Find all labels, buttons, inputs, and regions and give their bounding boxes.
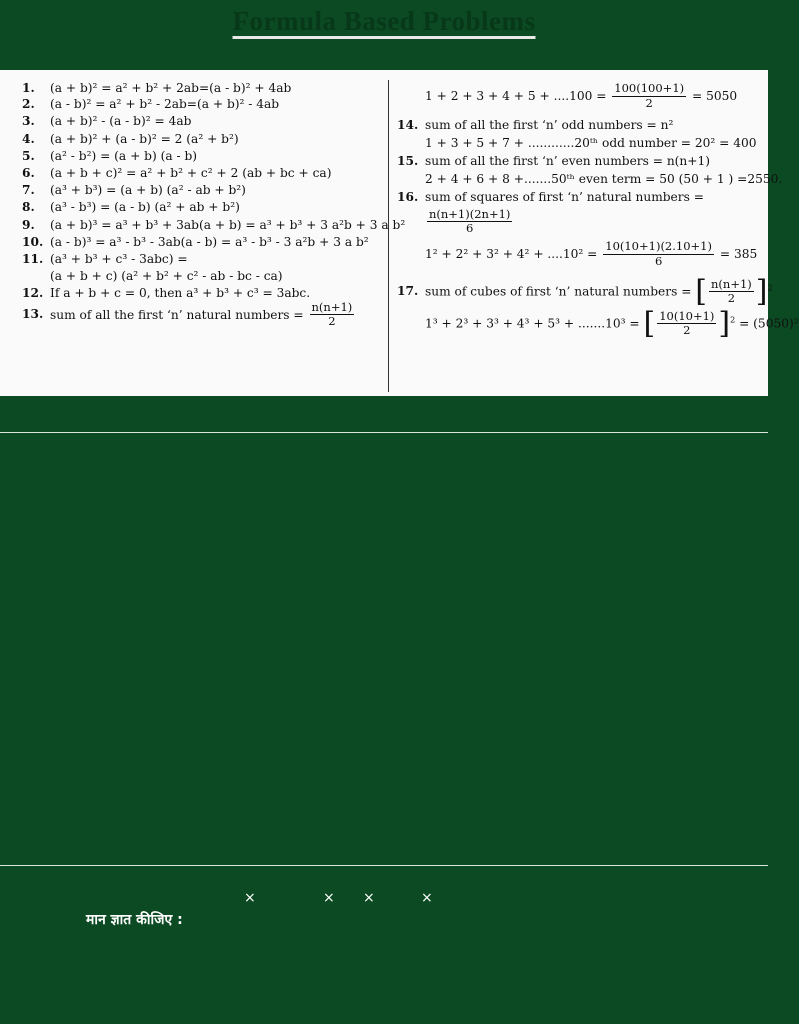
formula-10: 10. (a - b)³ = a³ - b³ - 3ab(a - b) = a³ - b³ - 3 a²b + 3 a b² — [22, 234, 369, 249]
odd-example: 1 + 3 + 5 + 7 + ............20ᵗʰ odd number = 20² = 400 — [425, 135, 757, 150]
formula-16-fraction — [425, 208, 785, 237]
formula-5: 5. (a² - b²) = (a + b) (a - b) — [22, 148, 198, 163]
formula-4: 4. (a + b)² + (a - b)² = 2 (a² + b²) — [22, 131, 239, 146]
fraction: $\frac{n(n+1)(2n+1)}{6}$ — [429, 206, 511, 236]
formula-15: 15. sum of all the first ‘n’ even numbers = n(n+1) — [397, 154, 710, 168]
formula-6: 6. (a + b + c)² = a² + b² + c² + 2 (ab + bc + ca) — [22, 166, 332, 181]
cubes-example: 1³ + 2³ + 3³ + 4³ + 5³ + .......10³ = [ $\frac{10(10+1)}{2}$ ]$^2$ = (5050)² — [425, 305, 799, 341]
formula-2: 2. (a - b)² = a² + b² - 2ab=(a + b)² - 4ab — [22, 97, 280, 112]
column-divider — [388, 80, 389, 392]
multiply-sign: × — [363, 890, 375, 906]
even-example: 2 + 4 + 6 + 8 +.......50ᵗʰ even term = 50 (50 + 1 ) =2550. — [425, 172, 783, 187]
multiply-sign: × — [244, 890, 256, 906]
formula-11-cont: (a + b + c) (a² + b² + c² - ab - bc - ca) — [50, 269, 283, 284]
sum-example-100: 1 + 2 + 3 + 4 + 5 + ....100 = $\frac{100(100+1)}{2}$ = 5050 — [425, 81, 738, 110]
question-prompt: मान ज्ञात कीजिए : — [86, 912, 183, 928]
formula-11: 11. (a³ + b³ + c³ - 3abc) = — [22, 252, 188, 267]
fraction: $\frac{n(n+1)}{2}$ — [311, 299, 353, 329]
fraction: $\frac{10(10+1)}{2}$ — [659, 308, 715, 338]
fraction: $\frac{100(100+1)}{2}$ — [614, 81, 685, 110]
divider-line — [0, 432, 768, 433]
formula-13: 13. sum of all the first ‘n’ natural numbers = $\frac{n(n+1)}{2}$ — [22, 299, 353, 329]
formula-12: 12. If a + b + c = 0, then a³ + b³ + c³ = 3abc. — [22, 286, 311, 301]
right-column — [397, 81, 799, 341]
formula-17: 17. sum of cubes of first ‘n’ natural numbers = [ $\frac{n(n+1)}{2}$ ]$^2$ — [397, 273, 773, 309]
fraction: $\frac{10(10+1)(2.10+1)}{6}$ — [605, 239, 712, 268]
left-column — [22, 81, 406, 329]
multiply-sign: × — [421, 890, 433, 906]
fraction: $\frac{n(n+1)}{2}$ — [711, 276, 752, 306]
formula-8: 8. (a³ - b³) = (a - b) (a² + ab + b²) — [22, 200, 240, 215]
formula-16: 16. sum of squares of first ‘n’ natural numbers = — [397, 190, 704, 205]
multiply-sign: × — [323, 890, 335, 906]
formula-7: 7. (a³ + b³) = (a + b) (a² - ab + b²) — [22, 183, 246, 198]
page-title: Formula Based Problems — [232, 6, 536, 36]
formula-9: 9. (a + b)³ = a³ + b³ + 3ab(a + b) = a³ + b³ + 3 a²b + 3 a b² — [22, 217, 406, 232]
divider-line — [0, 865, 768, 866]
formula-3: 3. (a + b)² - (a - b)² = 4ab — [22, 114, 192, 129]
formula-1: 1. (a + b)² = a² + b² + 2ab=(a - b)² + 4ab — [22, 81, 292, 95]
squares-example: 1² + 2² + 3² + 4² + ....10² = $\frac{10(10+1)(2.10+1)}{6}$ = 385 — [425, 239, 758, 268]
formula-panel — [0, 70, 799, 396]
formula-14: 14. sum of all the first ‘n’ odd numbers = n² — [397, 117, 674, 132]
